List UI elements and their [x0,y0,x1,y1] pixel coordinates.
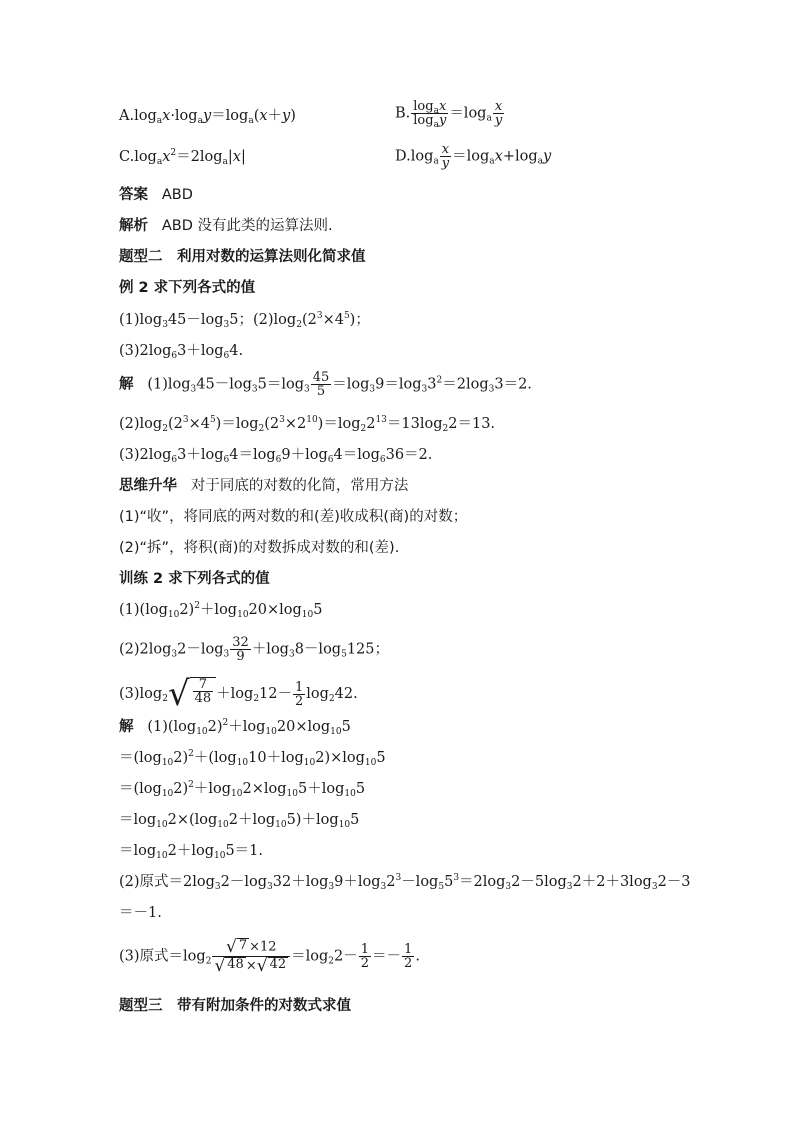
example2-q1: $(1)\log_345-\log_35$；$(2)\log_2(2^3\times 4^5)$； [119,311,370,330]
analysis-line: 解析 ABD 没有此类的运算法则. [119,218,333,234]
training2-q2: $(2)2\log_32-\log_3$ $\frac{32}{9}$ $+\log_38-\log_5125$； [119,635,389,664]
example2-heading: 例 2 求下列各式的值 [119,280,256,296]
training2-heading: 训练 2 求下列各式的值 [119,571,270,587]
thinking-item-2: (2)“拆”，将积(商)的对数拆成对数的和(差). [119,540,400,556]
training2-solution-7: ＝－1. [119,905,162,921]
example2-solution-1: 解 $(1)\log_345-\log_35=\log_3$ $\frac{45}{5}$ $=\log_39=\log_33^2=2\log_33=2$. [119,370,532,399]
option-b: B. $\frac{\log_ax}{\log_ay}$ $=\log_a$ $\frac{x}{y}$ [395,99,503,130]
type2-heading: 题型二 利用对数的运算法则化简求值 [119,249,366,265]
training2-solution-2: $=(\log_{10}2)^2+(\log_{10}10+\log_{10}2)\times\log_{10}5$ [119,749,386,768]
training2-solution-5: $=\log_{10}2+\log_{10}5=1$. [119,843,263,861]
training2-solution-3: $=(\log_{10}2)^2+\log_{10}2\times\log_{10}5+\log_{10}5$ [119,780,366,799]
example2-solution-2: $(2)\log_2(2^3\times 4^5)=\log_2(2^3\times 2^{10})=\log_22^{13}=13\log_22=13$. [119,415,496,434]
type3-heading: 题型三 带有附加条件的对数式求值 [119,998,351,1014]
training2-solution-8: (3)原式$=\log_2$ $\frac{√ 7 \times 12}{√ 48 \times√ 42}$ $=\log_22-$ $\frac{1}{2}$ ＝－ $\frac{1}{2}$ . [119,937,420,976]
training2-q1: $(1)(\log_{10}2)^2+\log_{10}20\times\log_{10}5$ [119,601,323,620]
thinking-item-1: (1)“收”，将同底的两对数的和(差)收成积(商)的对数； [119,509,468,525]
example2-solution-3: $(3)2\log_63+\log_64=\log_69+\log_64=\log_636=2$. [119,447,433,465]
training2-q3: $(3)\log_2√$ $\frac{7}{48}$ $+\log_212-$ $\frac{1}{2}$ $\log_242$. [119,674,358,714]
option-d: $D.\log_a$ $\frac{x}{y}$ $=\log_ax+\log_ay$ [395,142,552,171]
training2-solution-4: $=\log_{10}2\times(\log_{10}2+\log_{10}5)+\log_{10}5$ [119,812,360,830]
training2-solution-6: (2)原式$=2\log_32-\log_332+\log_39+\log_32^3-\log_55^3=2\log_32-5\log_32+2+3\log_32-3$ [119,873,691,892]
option-a: $A.\log_ax\cdot\log_ay=\log_a(x+y)$ [119,108,296,126]
training2-solution-1: 解 $(1)(\log_{10}2)^2+\log_{10}20\times\log_{10}5$ [119,718,351,737]
example2-q3: $(3)2\log_63+\log_64$. [119,343,244,361]
option-c: $C.\log_ax^2=2\log_a|x|$ [119,148,246,167]
answer-line: 答案 ABD [119,187,193,203]
thinking-line: 思维升华 对于同底的对数的化简，常用方法 [119,478,409,494]
